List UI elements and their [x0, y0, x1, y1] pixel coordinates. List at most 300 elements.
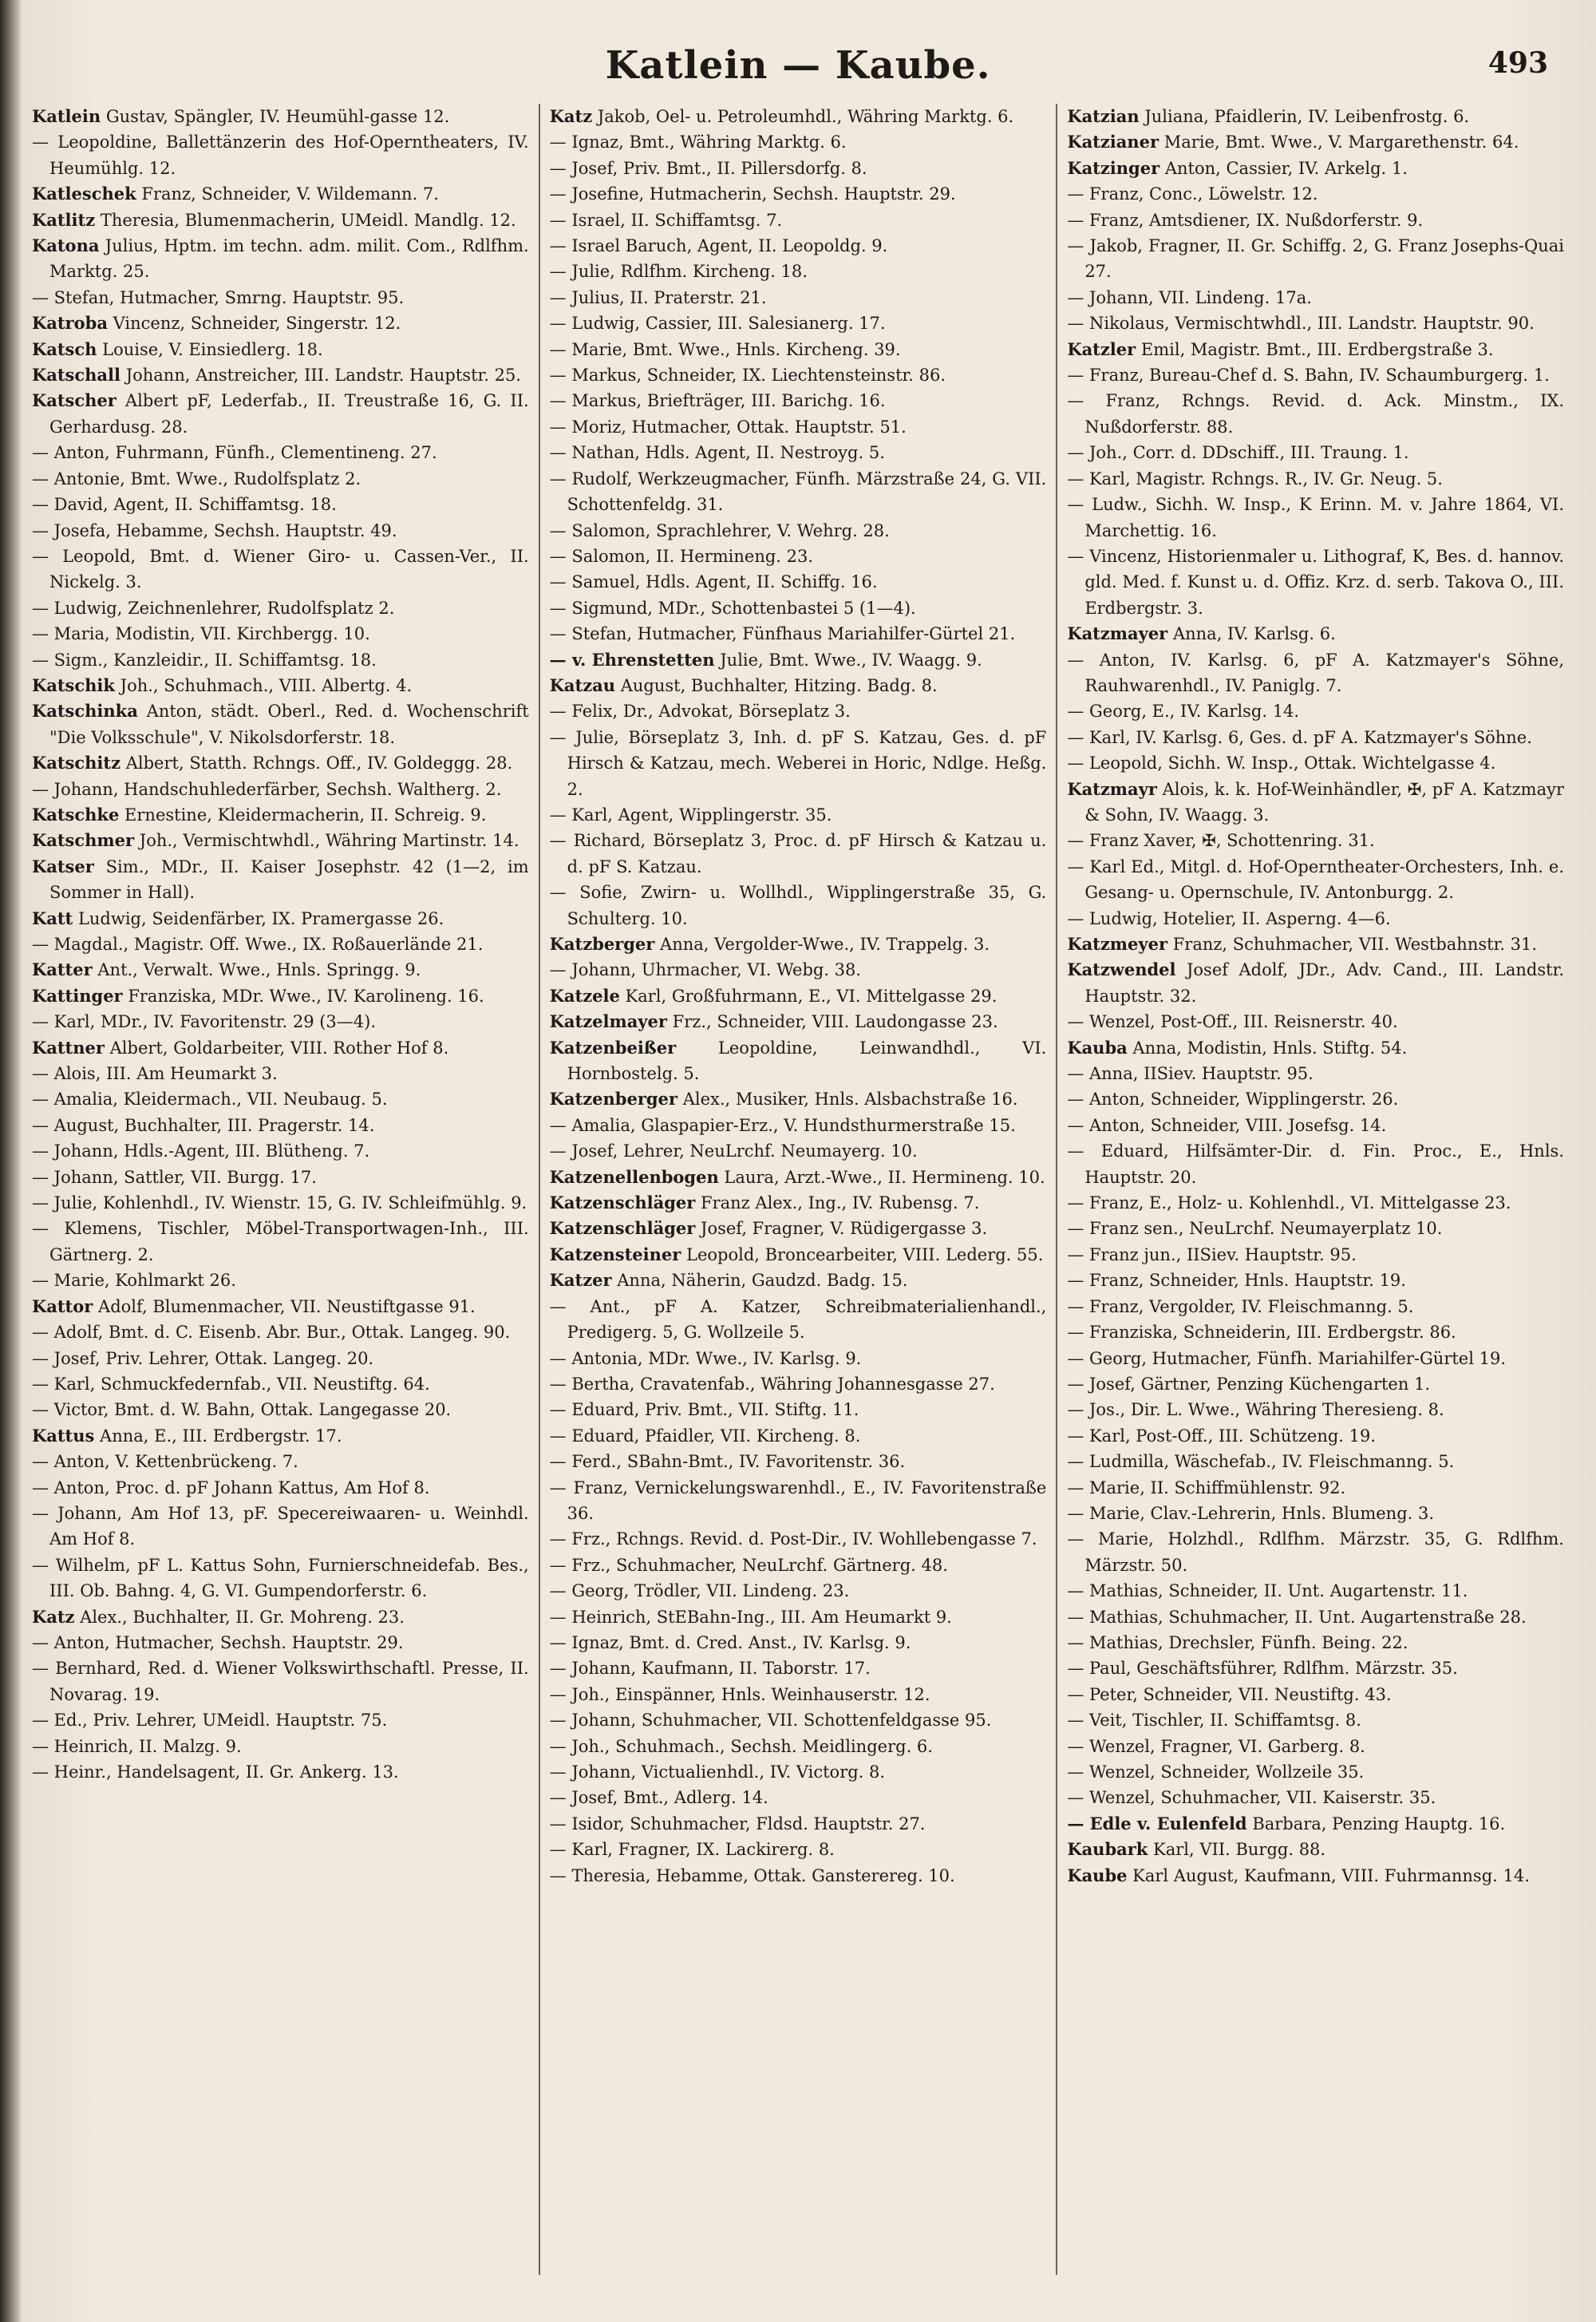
entry-surname: Katser — [32, 856, 94, 876]
directory-entry — [550, 698, 1047, 724]
entry-details: — Anton, Schneider, Wipplingerstr. 26. — [1067, 1090, 1399, 1110]
directory-entry — [32, 1397, 529, 1422]
directory-entry — [32, 544, 529, 595]
directory-entry — [1067, 492, 1564, 544]
directory-entry — [550, 880, 1047, 932]
entry-surname: Katzmeyer — [1067, 934, 1168, 954]
entry-details: — Karl, Post-Off., III. Schützeng. 19. — [1067, 1426, 1377, 1446]
entry-details: — Amalia, Kleidermach., VII. Neubaug. 5. — [32, 1090, 388, 1110]
directory-entry — [1067, 1449, 1564, 1474]
entry-details: Albert pF, Lederfab., II. Treustraße 16, G. II. Gerhardusg. 28. — [49, 391, 529, 437]
directory-columns — [32, 104, 1564, 2275]
entry-details: — Anton, Proc. d. pF Johann Kattus, Am Hof 8. — [32, 1477, 430, 1497]
entry-details: — Franz, Amtsdiener, IX. Nußdorferstr. 9. — [1067, 210, 1424, 230]
entry-surname: Katzenschläger — [549, 1193, 696, 1213]
directory-entry — [550, 208, 1047, 233]
entry-details: — Markus, Briefträger, III. Barichg. 16. — [549, 391, 886, 411]
directory-entry — [550, 621, 1047, 647]
directory-entry — [32, 957, 529, 983]
directory-entry — [32, 440, 529, 465]
directory-entry — [32, 104, 529, 129]
entry-details: — Wenzel, Post-Off., III. Reisnerstr. 40. — [1067, 1012, 1398, 1032]
directory-entry — [550, 1035, 1047, 1087]
directory-entry — [1067, 621, 1564, 647]
directory-entry — [32, 802, 529, 828]
directory-entry — [32, 233, 529, 285]
directory-entry — [32, 518, 529, 544]
directory-entry — [32, 621, 529, 647]
directory-entry — [1067, 337, 1564, 362]
directory-entry — [1067, 1811, 1564, 1837]
entry-surname: Katsch — [32, 338, 97, 359]
entry-surname: Katlitz — [32, 209, 96, 230]
directory-entry — [32, 1086, 529, 1112]
directory-entry — [32, 1061, 529, 1086]
directory-entry — [1067, 1371, 1564, 1397]
directory-entry — [550, 725, 1047, 802]
directory-entry — [32, 337, 529, 362]
directory-entry — [32, 181, 529, 207]
directory-entry — [1067, 1397, 1564, 1422]
directory-entry — [1067, 1863, 1564, 1889]
entry-details: — Ludwig, Zeichnenlehrer, Rudolfsplatz 2. — [32, 598, 395, 618]
entry-details: Anna, E., III. Erdbergstr. 17. — [100, 1426, 342, 1446]
entry-details: — Georg, Hutmacher, Fünfh. Mariahilfer-Gürtel 19. — [1067, 1348, 1507, 1368]
entry-details: — Marie, Clav.-Lehrerin, Hnls. Blumeng. 3. — [1067, 1503, 1435, 1523]
entry-details: — Heinrich, II. Malzg. 9. — [32, 1736, 242, 1756]
entry-details: — Moriz, Hutmacher, Ottak. Hauptstr. 51. — [549, 417, 907, 437]
directory-entry — [1067, 104, 1564, 129]
entry-details: — Ignaz, Bmt. d. Cred. Anst., IV. Karlsg. 9. — [549, 1632, 911, 1652]
entry-details: Marie, Bmt. Wwe., V. Margarethenstr. 64. — [1163, 133, 1519, 152]
page-binding-edge — [0, 0, 21, 2322]
directory-entry — [1067, 544, 1564, 621]
entry-details: — Josefa, Hebamme, Sechsh. Hauptstr. 49. — [32, 520, 397, 540]
entry-surname: Katschke — [32, 804, 120, 825]
entry-details: — Eduard, Priv. Bmt., VII. Stiftg. 11. — [549, 1400, 859, 1420]
entry-details: — Ludw., Sichh. W. Insp., K Erinn. M. v. Jahre 1864, VI. Marchettig. 16. — [1067, 495, 1564, 540]
directory-entry — [550, 1682, 1047, 1707]
entry-details: Anton, städt. Oberl., Red. d. Wochenschrift "Die Volksschule", V. Nikolsdorferstr. 18. — [49, 702, 529, 747]
entry-details: Franz Alex., Ing., IV. Rubensg. 7. — [701, 1193, 980, 1213]
directory-entry — [32, 466, 529, 492]
entry-details: — Jakob, Fragner, II. Gr. Schiffg. 2, G. Franz Josephs-Quai 27. — [1067, 236, 1564, 282]
directory-entry — [550, 1655, 1047, 1681]
directory-entry — [32, 1707, 529, 1733]
entry-surname: Katter — [32, 959, 93, 980]
directory-entry — [1067, 1009, 1564, 1034]
directory-entry — [32, 1113, 529, 1138]
entry-details: — Ludwig, Cassier, III. Salesianerg. 17. — [549, 314, 886, 334]
entry-surname: Kaube — [1067, 1865, 1128, 1885]
entry-surname: Katz — [32, 1606, 75, 1627]
entry-details: — August, Buchhalter, III. Pragerstr. 14. — [32, 1115, 375, 1135]
directory-entry — [32, 1501, 529, 1553]
directory-entry — [1067, 698, 1564, 724]
directory-entry — [32, 1138, 529, 1164]
directory-entry — [1067, 362, 1564, 388]
entry-surname: Katzer — [549, 1270, 612, 1291]
directory-entry — [1067, 1086, 1564, 1112]
directory-entry — [1067, 725, 1564, 750]
directory-entry — [32, 208, 529, 233]
entry-details: — Ant., pF A. Katzer, Schreibmaterialienhandl., Predigerg. 5, G. Wollzeile 5. — [549, 1296, 1047, 1343]
directory-entry — [1067, 1190, 1564, 1216]
entry-details: — Salomon, Sprachlehrer, V. Wehrg. 28. — [549, 520, 890, 540]
directory-entry — [1067, 1734, 1564, 1759]
directory-entry — [550, 1578, 1047, 1604]
directory-entry — [550, 932, 1047, 957]
entry-details: — Karl, Agent, Wipplingerstr. 35. — [549, 805, 832, 825]
directory-entry — [550, 1371, 1047, 1397]
entry-details: — Frz., Rchngs. Revid. d. Post-Dir., IV. Wohllebengasse 7. — [549, 1529, 1037, 1549]
entry-surname: Katzenellenbogen — [549, 1166, 719, 1187]
directory-entry — [1067, 1526, 1564, 1578]
entry-details: — Johann, Schuhmacher, VII. Schottenfeldgasse 95. — [549, 1711, 992, 1731]
entry-details: Albert, Goldarbeiter, VIII. Rother Hof 8. — [109, 1038, 449, 1058]
directory-entry — [550, 233, 1047, 259]
column-2 — [550, 104, 1047, 2275]
directory-entry — [550, 1242, 1047, 1268]
entry-details: — Mathias, Drechsler, Fünfh. Being. 22. — [1067, 1632, 1408, 1652]
entry-details: Anna, IV. Karlsg. 6. — [1172, 624, 1336, 644]
entry-surname: Katz — [549, 106, 593, 126]
entry-details: — Franz sen., NeuLrchf. Neumayerplatz 10. — [1067, 1219, 1443, 1239]
entry-details: — Leopold, Sichh. W. Insp., Ottak. Wichtelgasse 4. — [1067, 754, 1496, 773]
entry-details: Laura, Arzt.-Wwe., II. Hermineng. 10. — [724, 1167, 1045, 1187]
directory-entry — [1067, 1319, 1564, 1345]
entry-details: — Karl, IV. Karlsg. 6, Ges. d. pF A. Katzmayer's Söhne. — [1067, 727, 1532, 747]
directory-entry — [1067, 1682, 1564, 1707]
entry-surname: Katschitz — [32, 753, 121, 773]
entry-details: — Markus, Schneider, IX. Liechtensteinstr. 86. — [549, 366, 946, 386]
entry-details: — Julie, Börseplatz 3, Inh. d. pF S. Katzau, Ges. d. pF Hirsch & Katzau, mech. Weberei in Horic, Ndlge. Heßg. 2. — [549, 727, 1047, 799]
entry-details: — Johann, Am Hof 13, pF. Specereiwaaren- u. Weinhdl. Am Hof 8. — [32, 1503, 529, 1549]
entry-details: — Wenzel, Schneider, Wollzeile 35. — [1067, 1762, 1365, 1782]
entry-surname: Kattinger — [32, 985, 123, 1006]
directory-entry — [550, 1190, 1047, 1216]
directory-entry — [550, 518, 1047, 544]
entry-details: — Marie, Kohlmarkt 26. — [32, 1271, 236, 1291]
entry-details: — Victor, Bmt. d. W. Bahn, Ottak. Langegasse 20. — [32, 1400, 452, 1420]
directory-entry — [550, 1423, 1047, 1449]
directory-entry — [1067, 1707, 1564, 1733]
directory-entry — [1067, 466, 1564, 492]
entry-details: Theresia, Blumenmacherin, UMeidl. Mandlg. 12. — [100, 210, 516, 230]
directory-entry — [32, 854, 529, 906]
running-head: Katlein — Kaube. — [605, 43, 991, 88]
directory-entry — [32, 1423, 529, 1449]
entry-details: — Ludwig, Hotelier, II. Asperng. 4—6. — [1067, 908, 1391, 928]
entry-details: — Sigmund, MDr., Schottenbastei 5 (1—4). — [549, 598, 916, 618]
entry-details: Julie, Bmt. Wwe., IV. Waagg. 9. — [720, 650, 982, 670]
entry-details: — Adolf, Bmt. d. C. Eisenb. Abr. Bur., Ottak. Langeg. 90. — [32, 1323, 511, 1343]
directory-entry — [1067, 828, 1564, 853]
directory-entry — [1067, 181, 1564, 207]
directory-entry — [550, 129, 1047, 155]
directory-entry — [550, 388, 1047, 413]
directory-entry — [32, 983, 529, 1009]
directory-entry — [550, 983, 1047, 1009]
directory-entry — [1067, 1501, 1564, 1526]
entry-surname: Katzianer — [1067, 132, 1159, 152]
entry-details: — Marie, Holzhdl., Rdlfhm. Märzstr. 35, G. Rdlfhm. Märzstr. 50. — [1067, 1529, 1564, 1575]
entry-details: Josef Adolf, JDr., Adv. Cand., III. Landstr. Hauptstr. 32. — [1084, 960, 1564, 1006]
directory-entry — [550, 544, 1047, 569]
directory-entry — [1067, 1294, 1564, 1319]
entry-details: — Maria, Modistin, VII. Kirchbergg. 10. — [32, 624, 370, 644]
entry-surname: Katona — [32, 235, 100, 256]
directory-entry — [550, 362, 1047, 388]
column-3 — [1067, 104, 1564, 2275]
directory-entry — [550, 1138, 1047, 1164]
entry-details: Juliana, Pfaidlerin, IV. Leibenfrostg. 6. — [1144, 107, 1470, 126]
entry-details: — Johann, Sattler, VII. Burgg. 17. — [32, 1167, 317, 1187]
directory-entry — [550, 1294, 1047, 1346]
entry-details: — Vincenz, Historienmaler u. Lithograf, K, Bes. d. hannov. gld. Med. f. Kunst u. d. Offiz. Krz. d. serb. Takova O., III. Erdbergstr. 3. — [1067, 546, 1564, 618]
entry-details: — David, Agent, II. Schiffamtsg. 18. — [32, 495, 337, 515]
entry-details: Sim., MDr., II. Kaiser Josephstr. 42 (1—2, im Sommer in Hall). — [49, 856, 529, 903]
entry-surname: — v. Ehrenstetten — [549, 649, 715, 670]
entry-details: — Magdal., Magistr. Off. Wwe., IX. Roßauerlände 21. — [32, 935, 484, 954]
entry-details: — Theresia, Hebamme, Ottak. Gansterereg. 10. — [549, 1865, 955, 1885]
entry-details: — Johann, Hdls.-Agent, III. Blütheng. 7. — [32, 1141, 370, 1161]
entry-details: Ludwig, Seidenfärber, IX. Pramergasse 26. — [77, 908, 444, 928]
entry-details: — Franz jun., IISiev. Hauptstr. 95. — [1067, 1244, 1357, 1264]
directory-entry — [32, 362, 529, 388]
entry-details: — Nikolaus, Vermischtwhdl., III. Landstr. Hauptstr. 90. — [1067, 314, 1535, 334]
entry-details: — Paul, Geschäftsführer, Rdlfhm. Märzstr. 35. — [1067, 1659, 1458, 1679]
entry-details: — Josef, Priv. Lehrer, Ottak. Langeg. 20. — [32, 1348, 374, 1368]
directory-entry — [1067, 285, 1564, 311]
directory-entry — [1067, 1113, 1564, 1138]
directory-entry — [32, 750, 529, 776]
directory-entry — [1067, 156, 1564, 181]
entry-surname: Kattus — [32, 1425, 95, 1446]
entry-details: Emil, Magistr. Bmt., III. Erdbergstraße 3. — [1140, 339, 1494, 359]
entry-details: — Franz Xaver, ✠, Schottenring. 31. — [1067, 831, 1375, 851]
entry-surname: Katlein — [32, 106, 101, 126]
directory-entry — [550, 414, 1047, 440]
entry-details: — Anton, V. Kettenbrückeng. 7. — [32, 1452, 298, 1472]
directory-entry — [32, 1449, 529, 1474]
entry-details: — Marie, Bmt. Wwe., Hnls. Kircheng. 39. — [549, 339, 901, 359]
directory-entry — [1067, 854, 1564, 906]
entry-details: Franz, Schuhmacher, VII. Westbahnstr. 31. — [1172, 935, 1538, 954]
entry-details: Anna, Näherin, Gaudzd. Badg. 15. — [617, 1271, 908, 1291]
directory-entry — [1067, 777, 1564, 829]
directory-entry — [550, 828, 1047, 880]
entry-details: — Marie, II. Schiffmühlenstr. 92. — [1067, 1477, 1346, 1497]
entry-details: — Karl, Magistr. Rchngs. R., IV. Gr. Neug. 5. — [1067, 469, 1443, 489]
entry-details: Jakob, Oel- u. Petroleumhdl., Währing Marktg. 6. — [597, 107, 1014, 126]
directory-entry — [32, 492, 529, 517]
entry-details: — Mathias, Schneider, II. Unt. Augartenstr. 11. — [1067, 1581, 1468, 1601]
entry-details: Adolf, Blumenmacher, VII. Neustiftgasse 91. — [98, 1296, 476, 1316]
entry-details: Albert, Statth. Rchngs. Off., IV. Goldeggg. 28. — [125, 754, 513, 773]
entry-details: Vincenz, Schneider, Singerstr. 12. — [113, 314, 401, 334]
directory-entry — [32, 595, 529, 621]
entry-surname: Katzau — [549, 674, 616, 695]
entry-details: Joh., Vermischtwhdl., Währing Martinstr. 14. — [139, 831, 519, 851]
entry-details: — Israel, II. Schiffamtsg. 7. — [549, 210, 783, 230]
entry-details: — Ignaz, Bmt., Währing Marktg. 6. — [549, 133, 847, 152]
directory-entry — [1067, 1604, 1564, 1630]
entry-details: Karl, VII. Burgg. 88. — [1153, 1840, 1326, 1860]
entry-surname: Kattner — [32, 1037, 105, 1058]
entry-details: — Israel Baruch, Agent, II. Leopoldg. 9. — [549, 236, 888, 256]
directory-entry — [550, 1475, 1047, 1527]
directory-entry — [1067, 1138, 1564, 1190]
column-1 — [32, 104, 529, 2275]
directory-entry — [1067, 1655, 1564, 1681]
entry-details: — Julie, Kohlenhdl., IV. Wienstr. 15, G. IV. Schleifmühlg. 9. — [32, 1193, 527, 1213]
directory-entry — [1067, 1268, 1564, 1293]
directory-entry — [550, 802, 1047, 828]
entry-details: — Ludmilla, Wäschefab., IV. Fleischmanng. 5. — [1067, 1452, 1455, 1472]
entry-details: — Eduard, Pfaidler, VII. Kircheng. 8. — [549, 1426, 861, 1446]
entry-surname: Katt — [32, 908, 73, 928]
entry-details: — Karl, MDr., IV. Favoritenstr. 29 (3—4). — [32, 1012, 377, 1032]
directory-entry — [550, 1268, 1047, 1293]
directory-entry — [1067, 1035, 1564, 1061]
entry-details: — Franz, Rchngs. Revid. d. Ack. Minstm., IX. Nußdorferstr. 88. — [1067, 391, 1564, 437]
entry-details: — Samuel, Hdls. Agent, II. Schiffg. 16. — [549, 572, 878, 592]
directory-entry — [1067, 906, 1564, 932]
entry-details: — Bertha, Cravatenfab., Währing Johannesgasse 27. — [549, 1374, 995, 1394]
directory-entry — [550, 311, 1047, 336]
entry-details: — Ed., Priv. Lehrer, UMeidl. Hauptstr. 75. — [32, 1711, 388, 1731]
directory-entry — [1067, 311, 1564, 336]
directory-entry — [32, 1346, 529, 1371]
directory-entry — [1067, 1216, 1564, 1241]
entry-details: — Josef, Priv. Bmt., II. Pillersdorfg. 8. — [549, 158, 867, 178]
entry-details: — Josefine, Hutmacherin, Sechsh. Hauptstr. 29. — [549, 184, 956, 204]
entry-details: — Stefan, Hutmacher, Smrng. Hauptstr. 95. — [32, 287, 405, 307]
entry-details: Karl, Großfuhrmann, E., VI. Mittelgasse 29. — [625, 986, 998, 1006]
entry-details: — Peter, Schneider, VII. Neustiftg. 43. — [1067, 1684, 1392, 1704]
directory-entry — [550, 1734, 1047, 1759]
directory-entry — [1067, 957, 1564, 1009]
entry-details: Franz, Schneider, V. Wildemann. 7. — [141, 184, 439, 204]
directory-entry — [550, 957, 1047, 983]
entry-details: — Ferd., SBahn-Bmt., IV. Favoritenstr. 36. — [549, 1452, 906, 1472]
directory-entry — [550, 1630, 1047, 1655]
directory-entry — [1067, 440, 1564, 465]
entry-details: — Richard, Börseplatz 3, Proc. d. pF Hirsch & Katzau u. d. pF S. Katzau. — [549, 831, 1047, 876]
entry-details: — Franz, Conc., Löwelstr. 12. — [1067, 184, 1318, 204]
directory-entry — [550, 259, 1047, 284]
entry-surname: Katzberger — [549, 934, 655, 954]
entry-details: — Josef, Bmt., Adlerg. 14. — [549, 1788, 768, 1808]
directory-entry — [1067, 932, 1564, 957]
entry-details: — Johann, VII. Lindeng. 17a. — [1067, 287, 1312, 307]
entry-details: August, Buchhalter, Hitzing. Badg. 8. — [620, 675, 938, 695]
column-divider — [1056, 104, 1057, 2275]
entry-details: — Georg, Trödler, VII. Lindeng. 23. — [549, 1581, 850, 1601]
entry-details: — Anton, Hutmacher, Sechsh. Hauptstr. 29. — [32, 1632, 404, 1652]
directory-entry — [32, 906, 529, 932]
directory-entry — [550, 647, 1047, 673]
entry-details: Alex., Musiker, Hnls. Alsbachstraße 16. — [682, 1090, 1018, 1110]
entry-details: — Karl, Schmuckfedernfab., VII. Neustiftg. 64. — [32, 1374, 430, 1394]
entry-details: — Anton, IV. Karlsg. 6, pF A. Katzmayer's Söhne, Rauhwarenhdl., IV. Paniglg. 7. — [1067, 650, 1564, 695]
entry-details: — Johann, Handschuhlederfärber, Sechsh. Waltherg. 2. — [32, 779, 502, 799]
directory-entry — [32, 1655, 529, 1707]
entry-details: — Antonia, MDr. Wwe., IV. Karlsg. 9. — [549, 1348, 862, 1368]
entry-surname: Katzler — [1067, 338, 1136, 359]
directory-entry — [32, 1319, 529, 1345]
entry-details: Leopold, Broncearbeiter, VIII. Lederg. 55. — [686, 1244, 1044, 1264]
directory-entry — [550, 156, 1047, 181]
column-divider — [539, 104, 540, 2275]
entry-details: — Anna, IISiev. Hauptstr. 95. — [1067, 1064, 1314, 1084]
directory-entry — [32, 388, 529, 440]
entry-details: — Antonie, Bmt. Wwe., Rudolfsplatz 2. — [32, 469, 361, 489]
directory-entry — [32, 311, 529, 336]
entry-details: Louise, V. Einsiedlerg. 18. — [102, 339, 323, 359]
directory-entry — [550, 1811, 1047, 1837]
directory-entry — [1067, 647, 1564, 699]
entry-details: — Isidor, Schuhmacher, Fldsd. Hauptstr. 27. — [549, 1814, 926, 1833]
entry-details: — Georg, E., IV. Karlsg. 14. — [1067, 702, 1300, 722]
entry-details: Johann, Anstreicher, III. Landstr. Hauptstr. 25. — [125, 366, 521, 386]
directory-entry — [32, 698, 529, 750]
entry-details: — Leopold, Bmt. d. Wiener Giro- u. Cassen-Ver., II. Nickelg. 3. — [32, 546, 529, 592]
directory-entry — [32, 1009, 529, 1034]
directory-entry — [1067, 750, 1564, 776]
entry-details: — Rudolf, Werkzeugmacher, Fünfh. Märzstraße 24, G. VII. Schottenfeldg. 31. — [549, 469, 1047, 515]
entry-details: — Franz, Bureau-Chef d. S. Bahn, IV. Schaumburgerg. 1. — [1067, 366, 1550, 386]
directory-entry — [32, 777, 529, 802]
entry-details: — Julie, Rdlfhm. Kircheng. 18. — [549, 262, 808, 282]
entry-details: — Wenzel, Schuhmacher, VII. Kaiserstr. 35. — [1067, 1788, 1436, 1808]
directory-entry — [1067, 1578, 1564, 1604]
directory-entry — [32, 1035, 529, 1061]
entry-details: — Wilhelm, pF L. Kattus Sohn, Furnierschneidefab. Bes., III. Ob. Bahng. 4, G. VI. Gumpendorferstr. 6. — [32, 1555, 529, 1601]
directory-entry — [550, 1604, 1047, 1630]
directory-entry — [550, 337, 1047, 362]
directory-entry — [1067, 208, 1564, 233]
directory-entry — [32, 647, 529, 673]
directory-entry — [32, 1604, 529, 1630]
entry-details: — Anton, Fuhrmann, Fünfh., Clementineng. 27. — [32, 443, 437, 463]
entry-details: Anna, Vergolder-Wwe., IV. Trappelg. 3. — [660, 935, 990, 954]
entry-surname: Katzwendel — [1067, 959, 1176, 980]
entry-details: Frz., Schneider, VIII. Laudongasse 23. — [672, 1012, 998, 1032]
entry-details: Alois, k. k. Hof-Weinhändler, ✠, pF A. Katzmayr & Sohn, IV. Waagg. 3. — [1084, 779, 1564, 825]
entry-details: — Karl Ed., Mitgl. d. Hof-Operntheater-Orchesters, Inh. e. Gesang- u. Opernschule, IV. Antonburgg. 2. — [1067, 856, 1564, 903]
entry-details: — Josef, Gärtner, Penzing Küchengarten 1. — [1067, 1374, 1431, 1394]
entry-details: — Anton, Schneider, VIII. Josefsg. 14. — [1067, 1115, 1387, 1135]
directory-entry — [32, 285, 529, 311]
directory-entry — [550, 1759, 1047, 1785]
entry-details: — Mathias, Schuhmacher, II. Unt. Augartenstraße 28. — [1067, 1607, 1527, 1627]
entry-surname: Katzenschläger — [549, 1218, 696, 1239]
directory-entry — [1067, 1475, 1564, 1501]
entry-surname: Katschmer — [32, 830, 135, 851]
directory-entry — [550, 1113, 1047, 1138]
directory-entry — [1067, 1061, 1564, 1086]
entry-details: — Bernhard, Red. d. Wiener Volkswirthschaftl. Presse, II. Novarag. 19. — [32, 1659, 529, 1704]
directory-entry — [32, 828, 529, 853]
directory-entry — [1067, 1785, 1564, 1810]
directory-entry — [550, 1009, 1047, 1034]
entry-details: Leopoldine, Leinwandhdl., VI. Hornbostelg. 5. — [567, 1038, 1047, 1084]
directory-entry — [550, 1553, 1047, 1578]
directory-entry — [1067, 1759, 1564, 1785]
directory-entry — [32, 1734, 529, 1759]
